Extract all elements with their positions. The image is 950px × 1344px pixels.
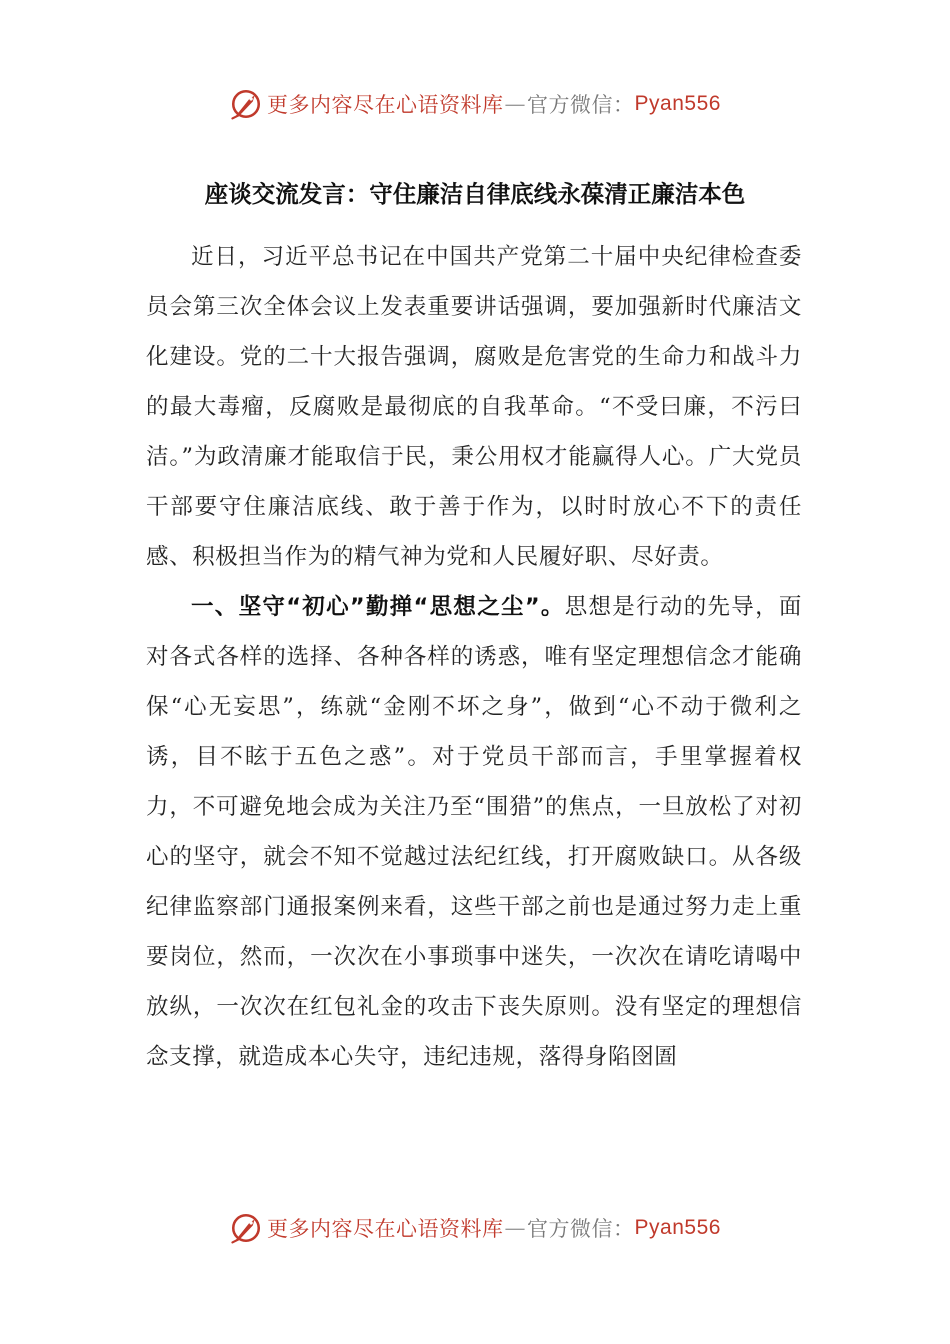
brand-separator: — <box>504 92 527 116</box>
document-title: 座谈交流发言：守住廉洁自律底线永葆清正廉洁本色 <box>204 180 746 208</box>
footer-watermark <box>0 1208 950 1248</box>
pen-quill-logo-icon <box>229 1211 263 1245</box>
brand-name: 更多内容尽在心语资料库 <box>267 1217 504 1241</box>
brand-name: 更多内容尽在心语资料库 <box>267 93 504 117</box>
paragraph-intro: 近日，习近平总书记在中国共产党第二十届中央纪律检查委员会第三次全体会议上发表重要讲话强调，要加强新时代廉洁文化建设。党的二十大报告强调，腐败是危害党的生命力和战斗力的最大毒瘤，反腐败是最彻底的自我革命。“不受曰廉，不污曰洁。”为政清廉才能取信于民，秉公用权才能赢得人心。广大党员干部要守住廉洁底线、敢于善于作为，以时时放心不下的责任感、积极担当作为的精气神为党和人民履好职、尽好责。 <box>146 244 802 570</box>
brand-wechat-label: 官方微信： <box>527 93 635 117</box>
brand-wechat-label: 官方微信： <box>527 1217 635 1241</box>
pen-quill-logo-icon <box>229 87 263 121</box>
header-watermark <box>0 84 950 124</box>
brand-separator: — <box>504 1216 527 1240</box>
section-1-heading: 一、坚守“初心”勤掸“思想之尘”。 <box>191 594 565 620</box>
brand-wechat-id: Pyan556 <box>634 1216 721 1239</box>
section-1-text: 思想是行动的先导，面对各式各样的选择、各种各样的诱惑，唯有坚定理想信念才能确保“心无妄思”，练就“金刚不坏之身”，做到“心不动于微利之诱，目不眩于五色之惑”。对于党员干部而言，手里掌握着权力，不可避免地会成为关注乃至“围猎”的焦点，一旦放松了对初心的坚守，就会不知不觉越过法纪红线，打开腐败缺口。从各级纪律监察部门通报案例来看，这些干部之前也是通过努力走上重要岗位，然而，一次次在小事琐事中迷失，一次次在请吃请喝中放纵，一次次在红包礼金的攻击下丧失原则。没有坚定的理想信念支撑，就造成本心失守，违纪违规，落得身陷囹圄 <box>146 594 802 1070</box>
document-body <box>146 232 802 1082</box>
paragraph-section-1 <box>146 582 802 1082</box>
brand-wechat-id: Pyan556 <box>634 92 721 115</box>
